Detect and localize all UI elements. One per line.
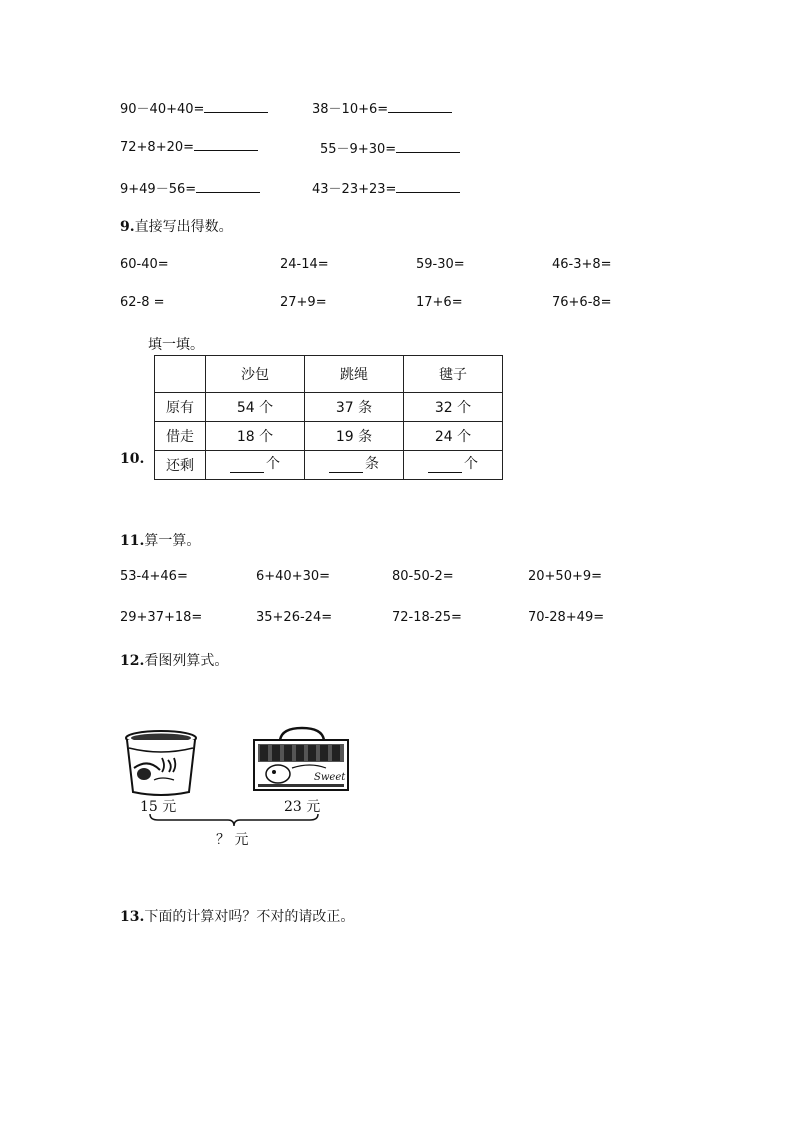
question-text: 算一算。 xyxy=(144,533,201,549)
question-number: 13. xyxy=(120,909,145,925)
crayon-box-illustration xyxy=(252,726,350,792)
table-cell: 32 个 xyxy=(404,393,503,422)
price-label: 23 元 xyxy=(284,799,321,815)
answer-blank[interactable] xyxy=(396,140,460,153)
table-header-row xyxy=(155,356,503,393)
table-cell: 54 个 xyxy=(206,393,305,422)
drink-cup-illustration xyxy=(124,728,198,798)
calc-item: 72-18-25= xyxy=(392,610,462,625)
answer-blank[interactable] xyxy=(230,460,264,473)
expr-text: 55－9+30= xyxy=(320,142,397,157)
question-text: 下面的计算对吗？不对的请改正。 xyxy=(144,909,355,925)
table-header-cell: 沙包 xyxy=(206,356,305,393)
calc-item: 29+37+18= xyxy=(120,610,203,625)
borrow-table xyxy=(154,355,503,480)
total-label: ？ 元 xyxy=(216,832,249,848)
table-row xyxy=(155,393,503,422)
calc-item: 70-28+49= xyxy=(528,610,605,625)
calc-item: 46-3+8= xyxy=(552,257,612,272)
unit-label: 条 xyxy=(365,456,379,472)
table-header-cell xyxy=(155,356,206,393)
table-cell xyxy=(305,451,404,480)
calc-item: 62-8 = xyxy=(120,295,165,310)
calc-item: 76+6-8= xyxy=(552,295,612,310)
calc-item: 80-50-2= xyxy=(392,569,454,584)
row-label: 借走 xyxy=(155,422,206,451)
table-cell: 19 条 xyxy=(305,422,404,451)
sum-brace xyxy=(148,812,320,830)
expr-item xyxy=(312,178,460,197)
calc-item: 53-4+46= xyxy=(120,569,188,584)
answer-blank[interactable] xyxy=(396,180,460,193)
calc-item: 59-30= xyxy=(416,257,465,272)
question-12-title xyxy=(120,650,228,670)
calc-item: 35+26-24= xyxy=(256,610,333,625)
table-cell xyxy=(206,451,305,480)
table-cell: 24 个 xyxy=(404,422,503,451)
table-row xyxy=(155,451,503,480)
row-label: 还剩 xyxy=(155,451,206,480)
answer-blank[interactable] xyxy=(196,180,260,193)
expr-text: 38－10+6= xyxy=(312,102,389,117)
question-10-number: 10. xyxy=(120,451,145,467)
calc-item: 20+50+9= xyxy=(528,569,603,584)
question-number: 12. xyxy=(120,653,145,669)
expr-text: 72+8+20= xyxy=(120,140,195,155)
calc-item: 27+9= xyxy=(280,295,327,310)
row-label: 原有 xyxy=(155,393,206,422)
box-label-text: Sweet xyxy=(314,772,346,783)
table-cell: 37 条 xyxy=(305,393,404,422)
answer-blank[interactable] xyxy=(204,100,268,113)
unit-label: 个 xyxy=(464,456,478,472)
answer-blank[interactable] xyxy=(329,460,363,473)
answer-blank[interactable] xyxy=(194,138,258,151)
expr-text: 43－23+23= xyxy=(312,182,397,197)
calc-item: 6+40+30= xyxy=(256,569,331,584)
question-9-title xyxy=(120,216,233,236)
question-13-title xyxy=(120,906,354,926)
question-text: 看图列算式。 xyxy=(144,653,229,669)
expr-item xyxy=(120,178,260,197)
calc-item: 17+6= xyxy=(416,295,463,310)
question-10-title: 填一填。 xyxy=(148,337,204,353)
answer-blank[interactable] xyxy=(428,460,462,473)
table-header-cell: 跳绳 xyxy=(305,356,404,393)
price-label: 15 元 xyxy=(140,799,177,815)
expr-item xyxy=(120,98,268,117)
expr-item xyxy=(320,138,460,157)
question-11-title xyxy=(120,530,200,550)
expr-text: 90－40+40= xyxy=(120,102,205,117)
table-row xyxy=(155,422,503,451)
expr-item xyxy=(312,98,452,117)
table-cell: 18 个 xyxy=(206,422,305,451)
expr-item xyxy=(120,138,258,155)
table-cell xyxy=(404,451,503,480)
question-number: 11. xyxy=(120,533,145,549)
question-number: 9. xyxy=(120,219,135,235)
question-text: 直接写出得数。 xyxy=(134,219,233,235)
calc-item: 60-40= xyxy=(120,257,169,272)
expr-text: 9+49－56= xyxy=(120,182,197,197)
answer-blank[interactable] xyxy=(388,100,452,113)
table-header-cell: 毽子 xyxy=(404,356,503,393)
unit-label: 个 xyxy=(266,456,280,472)
calc-item: 24-14= xyxy=(280,257,329,272)
